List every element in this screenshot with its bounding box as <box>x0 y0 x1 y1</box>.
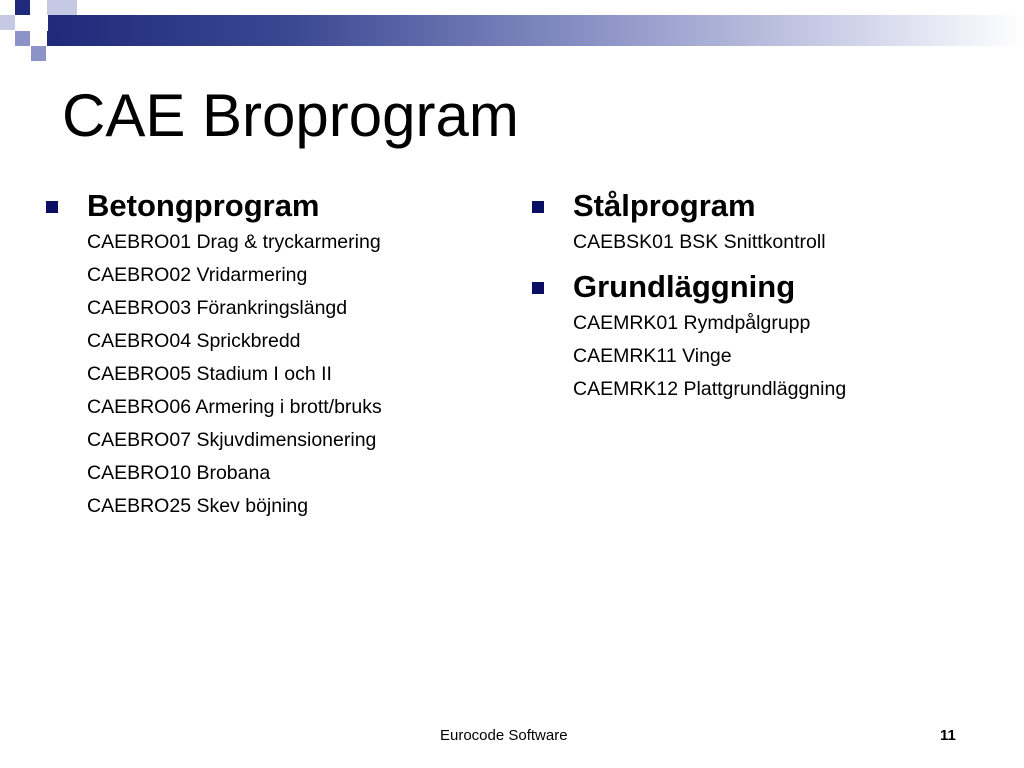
list-item: CAEBSK01 BSK Snittkontroll <box>573 231 826 253</box>
deco-square <box>15 31 30 46</box>
deco-square <box>47 0 62 15</box>
list-item: CAEBRO25 Skev böjning <box>87 495 309 517</box>
list-item: CAEBRO03 Förankringslängd <box>87 297 348 319</box>
section-grundlaggning <box>530 267 990 307</box>
square-bullet-icon <box>532 282 544 294</box>
page-number: 11 <box>940 727 956 744</box>
list-item: CAEBRO01 Drag & tryckarmering <box>87 231 381 253</box>
betongprogram-list <box>44 226 484 523</box>
list-item: CAEBRO06 Armering i brott/bruks <box>87 396 382 418</box>
list-item: CAEBRO04 Sprickbredd <box>87 330 301 352</box>
list-item: CAEMRK11 Vinge <box>573 345 732 367</box>
section-spacer <box>530 259 990 267</box>
list-item: CAEMRK12 Plattgrundläggning <box>573 378 847 400</box>
left-column <box>44 186 484 523</box>
list-item: CAEBRO02 Vridarmering <box>87 264 308 286</box>
section-stalprogram <box>530 186 990 226</box>
right-column <box>530 186 990 406</box>
slide-title: CAE Broprogram <box>62 82 519 149</box>
grundlaggning-list <box>530 307 990 406</box>
list-item: CAEBRO05 Stadium I och II <box>87 363 332 385</box>
section-betongprogram <box>44 186 484 226</box>
stalprogram-list <box>530 226 990 259</box>
header-decoration <box>0 0 1024 64</box>
list-item: CAEBRO10 Brobana <box>87 462 271 484</box>
deco-square <box>31 15 46 30</box>
square-bullet-icon <box>46 201 58 213</box>
square-bullet-icon <box>532 201 544 213</box>
deco-square <box>0 15 15 30</box>
header-gradient-band <box>48 15 1024 46</box>
list-item: CAEMRK01 Rymdpålgrupp <box>573 312 811 334</box>
deco-square <box>0 0 15 15</box>
list-item: CAEBRO07 Skjuvdimensionering <box>87 429 377 451</box>
section-heading: Grundläggning <box>573 269 796 304</box>
section-heading: Stålprogram <box>573 188 756 223</box>
deco-square <box>15 0 30 15</box>
deco-square <box>31 46 46 61</box>
footer-text: Eurocode Software <box>440 727 568 744</box>
section-heading: Betongprogram <box>87 188 320 223</box>
deco-square <box>47 31 62 46</box>
deco-square <box>62 0 77 15</box>
